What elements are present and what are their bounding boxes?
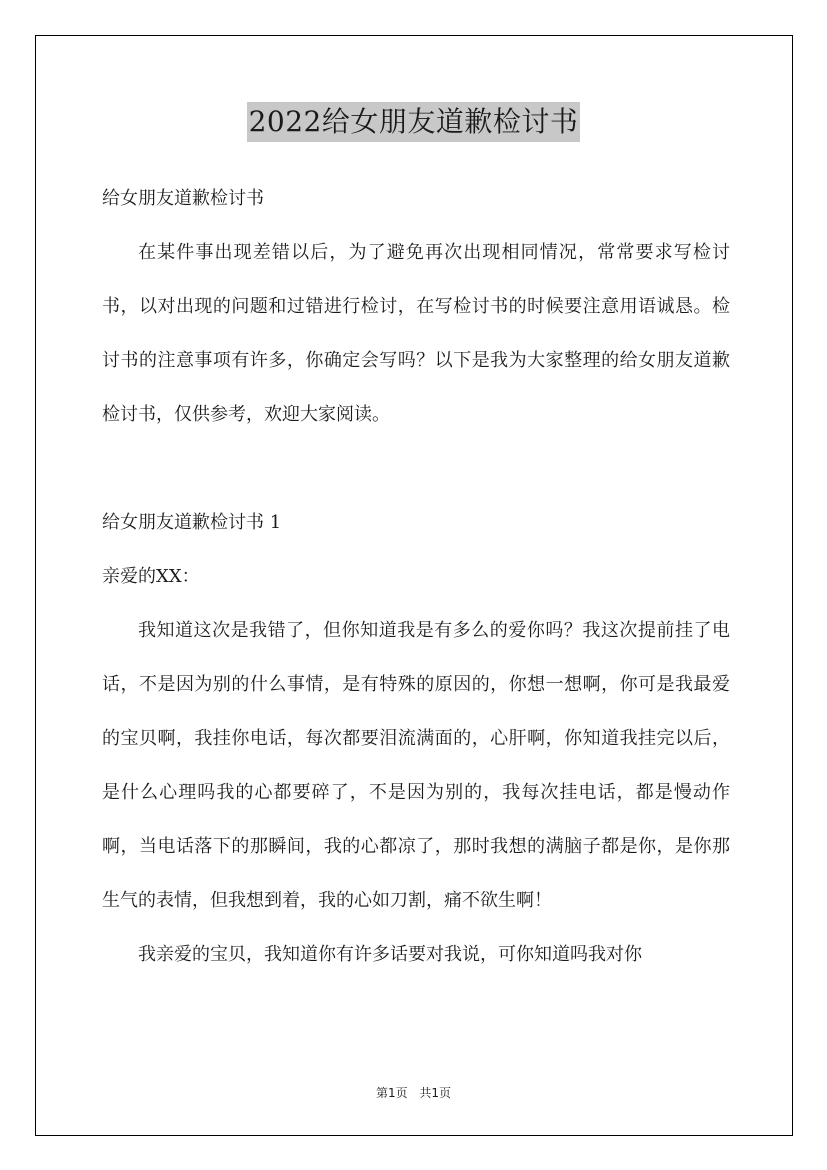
intro-paragraph: 在某件事出现差错以后，为了避免再次出现相同情况，常常要求写检讨书，以对出现的问题和过错进行检讨，在写检讨书的时候要注意用语诚恳。检讨书的注意事项有许多，你确定会写吗？以下是我为大家整理的给女朋友道歉检讨书，仅供参考，欢迎大家阅读。 (102, 242, 730, 425)
document-title: 2022给女朋友道歉检讨书 (247, 102, 581, 142)
subtitle: 给女朋友道歉检讨书 (102, 188, 264, 209)
page-footer (0, 1084, 827, 1101)
salutation: 亲爱的XX： (102, 566, 200, 587)
body-paragraph: 我知道这次是我错了，但你知道我是有多么的爱你吗？我这次提前挂了电话，不是因为别的什么事情，是有特殊的原因的，你想一想啊，你可是我最爱的宝贝啊，我挂你电话，每次都要泪流满面的，心肝啊，你知道我挂完以后，是什么心理吗我的心都要碎了，不是因为别的，我每次挂电话，都是慢动作啊，当电话落下的那瞬间，我的心都凉了，那时我想的满脑子都是你，是你那生气的表情，但我想到着，我的心如刀割，痛不欲生啊！ (102, 620, 730, 911)
title-container (0, 102, 827, 142)
page-total: 共1页 (419, 1086, 452, 1100)
section-heading: 给女朋友道歉检讨书 1 (102, 512, 282, 533)
page-number: 第1页 (375, 1086, 408, 1100)
document-body (102, 172, 730, 982)
spacer (102, 442, 730, 496)
body-paragraph: 我亲爱的宝贝，我知道你有许多话要对我说，可你知道吗我对你 (138, 944, 642, 965)
